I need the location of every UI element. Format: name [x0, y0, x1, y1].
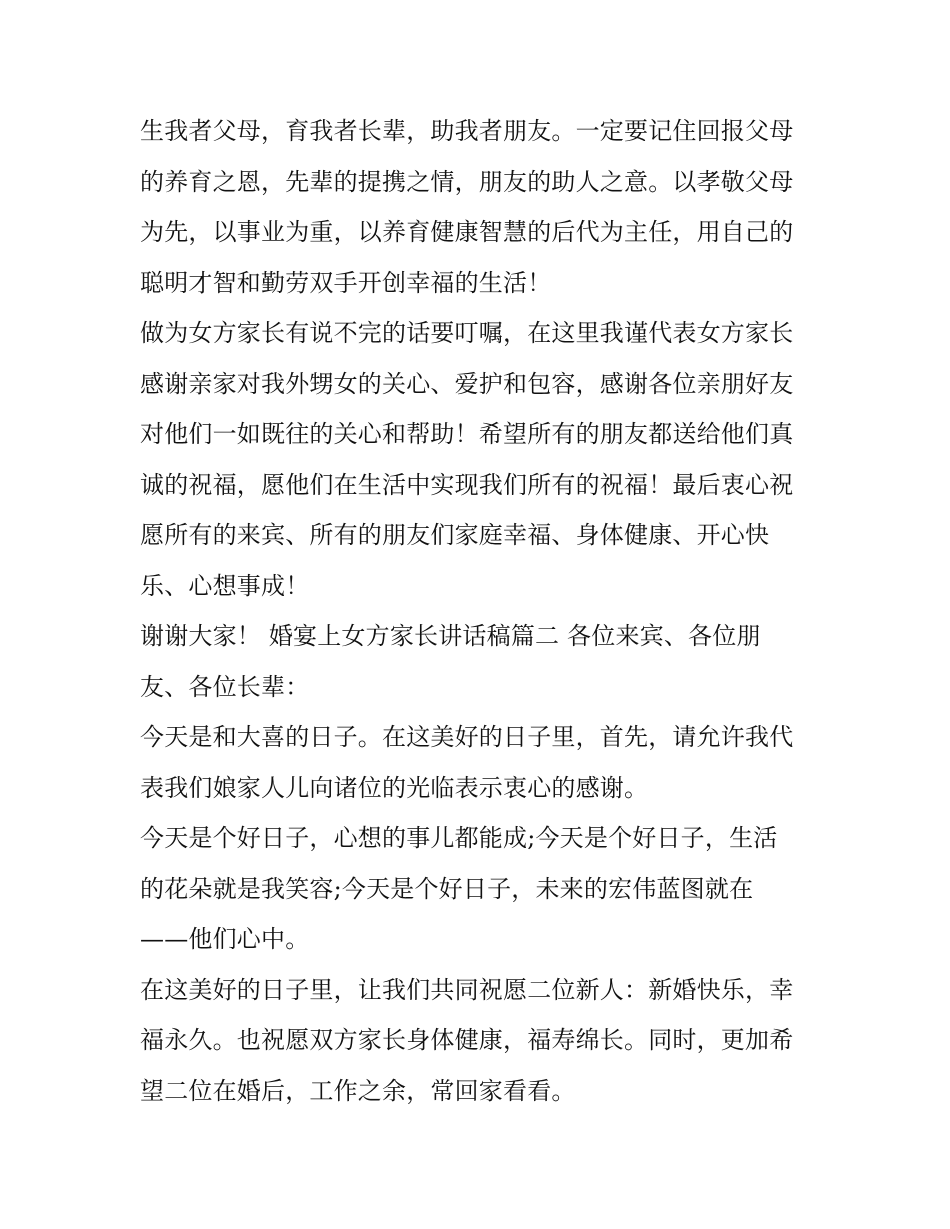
text-line: 对他们一如既往的关心和帮助！希望所有的朋友都送给他们真	[140, 420, 794, 448]
text-line: 福永久。也祝愿双方家长身体健康，福寿绵长。同时，更加希	[140, 1026, 794, 1054]
text-line: 愿所有的来宾、所有的朋友们家庭幸福、身体健康、开心快	[140, 521, 770, 549]
text-line: 聪明才智和勤劳双手开创幸福的生活！	[140, 268, 552, 297]
text-line: 为先，以事业为重，以养育健康智慧的后代为主任，用自己的	[140, 218, 794, 246]
document-body	[140, 106, 820, 1116]
text-line: 的养育之恩，先辈的提携之情，朋友的助人之意。以孝敬父母	[140, 167, 794, 196]
text-line: 的花朵就是我笑容;今天是个好日子，未来的宏伟蓝图就在	[140, 874, 754, 903]
text-line: 表我们娘家人儿向诸位的光临表示衷心的感谢。	[140, 773, 649, 802]
text-line: 在这美好的日子里，让我们共同祝愿二位新人：新婚快乐，幸	[140, 975, 794, 1004]
text-line: 谢谢大家！ 婚宴上女方家长讲话稿篇二 各位来宾、各位朋	[140, 622, 761, 650]
text-line: 做为女方家长有说不完的话要叮嘱，在这里我谨代表女方家长	[140, 319, 794, 347]
text-line: 今天是个好日子，心想的事儿都能成;今天是个好日子，生活	[140, 824, 778, 852]
text-line: 乐、心想事成！	[140, 571, 310, 600]
text-line: 感谢亲家对我外甥女的关心、爱护和包容，感谢各位亲朋好友	[140, 369, 794, 398]
text-line: 生我者父母，育我者长辈，助我者朋友。一定要记住回报父母	[140, 117, 794, 145]
text-line: 友、各位长辈：	[140, 672, 310, 701]
text-line: ——他们心中。	[140, 925, 310, 953]
text-line: 诚的祝福，愿他们在生活中实现我们所有的祝福！最后衷心祝	[140, 470, 794, 499]
text-line: 望二位在婚后，工作之余，常回家看看。	[140, 1076, 576, 1105]
text-line: 今天是和大喜的日子。在这美好的日子里，首先，请允许我代	[140, 723, 794, 751]
